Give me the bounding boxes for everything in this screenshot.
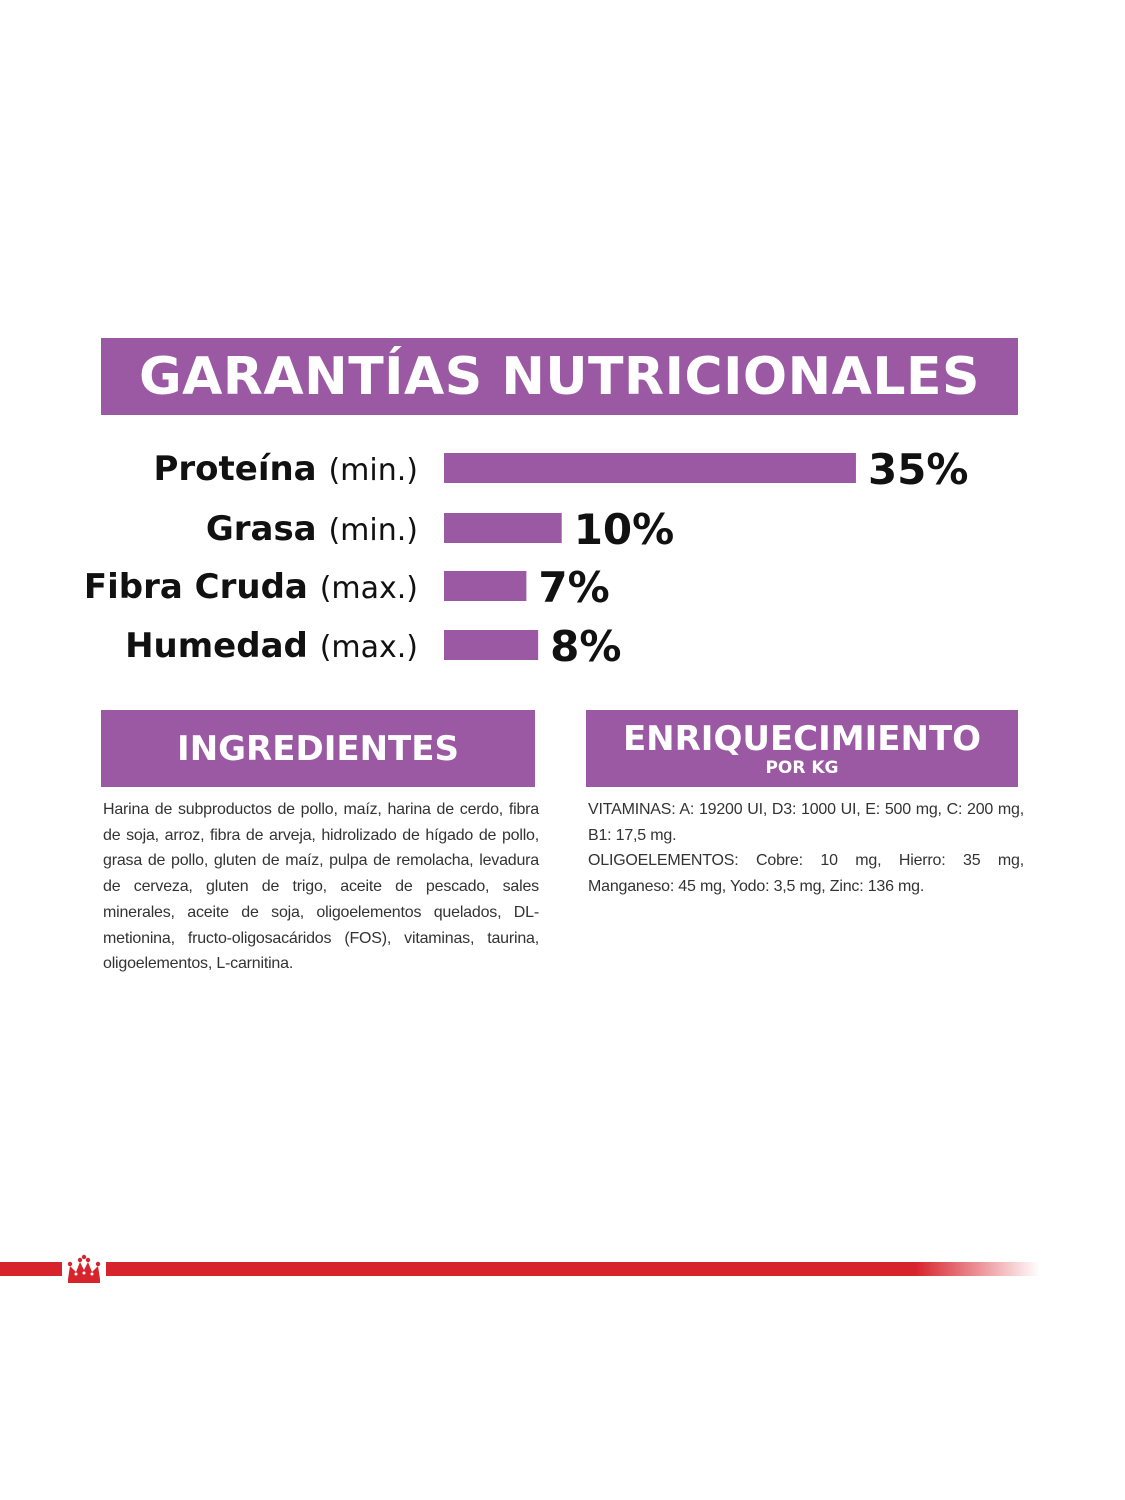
ingredients-banner bbox=[101, 710, 535, 787]
trace-elements-text: OLIGOELEMENTOS: Cobre: 10 mg, Hierro: 35 mg, Manganeso: 45 mg, Yodo: 3,5 mg, Zinc: 136 mg. bbox=[588, 852, 1024, 896]
value-label: 35% bbox=[867, 445, 969, 494]
bar bbox=[444, 453, 856, 483]
enrichment-subheading: POR KG bbox=[765, 757, 839, 778]
enrichment-text bbox=[588, 797, 1024, 900]
nutritional-guarantees-banner bbox=[101, 338, 1018, 415]
brand-crown-logo bbox=[62, 1252, 106, 1286]
bar bbox=[444, 513, 562, 543]
ingredients-text: Harina de subproductos de pollo, maíz, harina de cerdo, fibra de soja, arroz, fibra de arveja, hidrolizado de hígado de pollo, grasa de pollo, gluten de maíz, pulpa de remolacha, levadura de cerveza, gluten de trigo, aceite de pescado, sales minerales, aceite de soja, oligoelementos quelados, DL-metionina, fructo-oligosacáridos (FOS), vitaminas, taurina, oligoelementos, L-carnitina. bbox=[103, 801, 539, 973]
bar bbox=[444, 571, 526, 601]
category-label: Proteína (min.) bbox=[153, 449, 418, 489]
vitamins-text: VITAMINAS: A: 19200 UI, D3: 1000 UI, E: 500 mg, C: 200 mg, B1: 17,5 mg. bbox=[588, 801, 1024, 844]
crown-icon bbox=[62, 1252, 106, 1286]
enrichment-banner bbox=[586, 710, 1018, 787]
footer-red-line bbox=[0, 1262, 1040, 1276]
value-label: 8% bbox=[550, 622, 622, 671]
category-label: Fibra Cruda (max.) bbox=[83, 567, 418, 607]
bar bbox=[444, 630, 538, 660]
value-label: 7% bbox=[538, 563, 610, 612]
value-label: 10% bbox=[573, 505, 675, 554]
enrichment-heading: ENRIQUECIMIENTO bbox=[622, 718, 982, 759]
category-label: Grasa (min.) bbox=[205, 509, 418, 549]
ingredients-heading: INGREDIENTES bbox=[177, 728, 459, 769]
page-title: GARANTÍAS NUTRICIONALES bbox=[138, 346, 981, 407]
category-label: Humedad (max.) bbox=[125, 626, 418, 666]
nutrition-bar-chart bbox=[0, 430, 1125, 680]
